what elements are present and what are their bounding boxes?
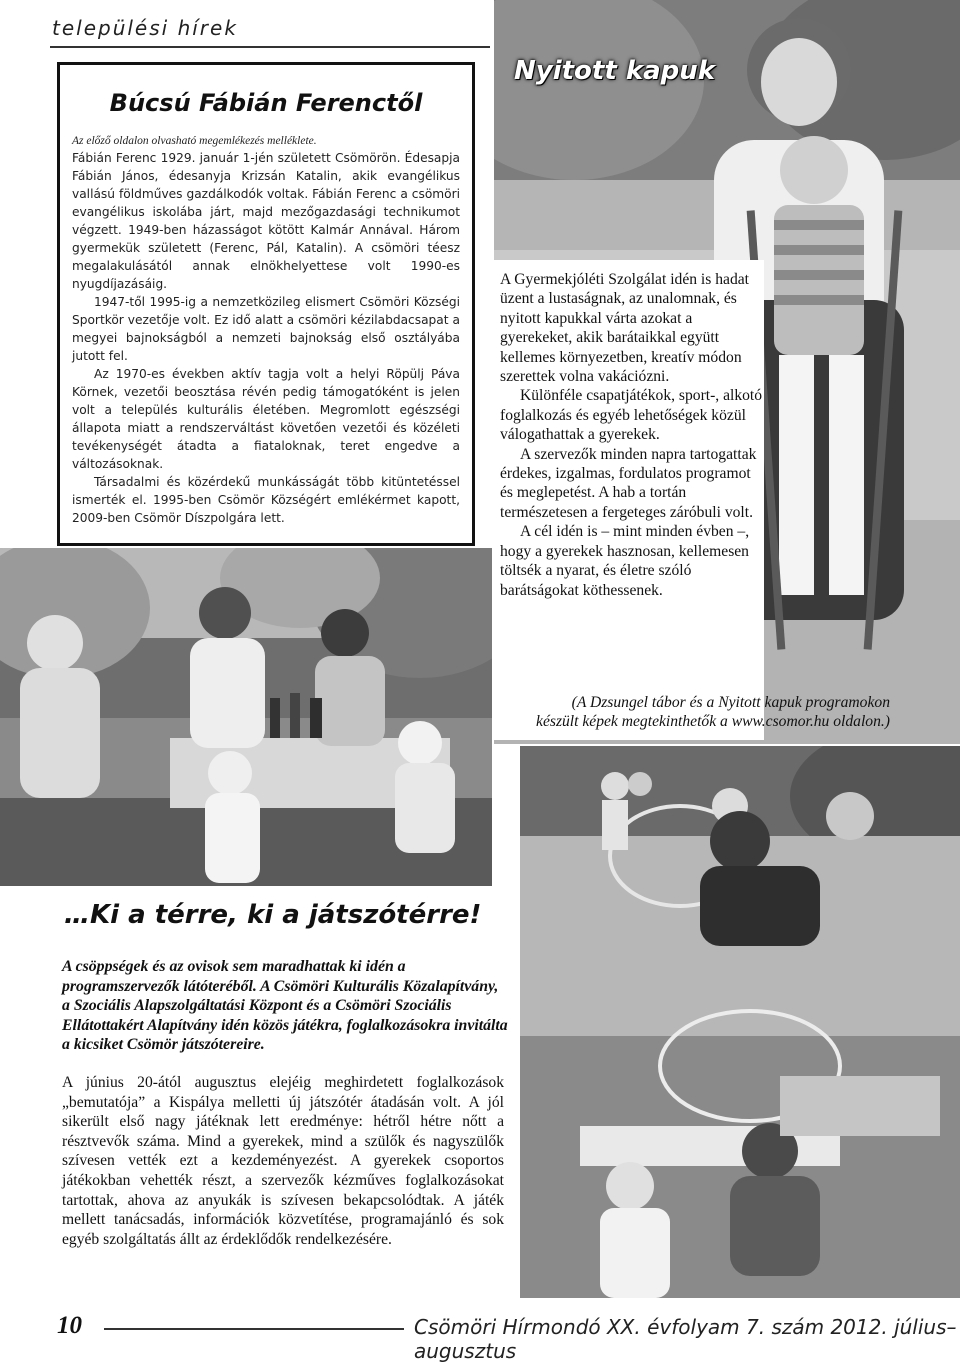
nyitott-kapuk-note (500, 693, 890, 732)
photo-craft-table (0, 548, 492, 886)
ki-a-terre-title: …Ki a térre, ki a játszótérre! (64, 900, 482, 930)
note-line: (A Dzsungel tábor és a Nyitott kapuk programokon (571, 694, 890, 711)
publication-info: Csömöri Hírmondó XX. évfolyam 7. szám 2012. július–augusztus (414, 1315, 957, 1363)
obituary-paragraph: 1947-től 1995-ig a nemzetközileg elismert Csömöri Községi Sportkör vezetője volt. Ez idő alatt a csömöri kézilabdacsapat a megyei bajnokságból a nemzeti bajnokság első osztályába jutott fel. (72, 295, 460, 363)
ki-a-terre-body: A június 20-ától augusztus elejéig meghirdetett foglalkozások „bemutatója” a Kispálya melletti új játszótér átadásán volt. A jól sikerült első nagy játéknak lett eredménye: hétről hétre nőtt a résztvevők száma. Mind a gyerekek, mind a szülők és nagyszülők szívesen vették ezt a kezdeményezést. A gyerekek csoportos játékokban vehették részt, a szervezők kézműves foglalkozásokat tartottak, ahova az anyukák is szívesen bekapcsolódtak. A játék mellett tanácsadás, információk közvetítése, programajánló és sok egyéb szolgáltatás állt az érdeklődők rendelkezésére. (62, 1074, 504, 1248)
obituary-paragraph: Az 1970-es években aktív tagja volt a helyi Röpülj Páva Körnek, vezetői beosztása révén pedig támogatóként is jelen volt a település kulturális életében. Megromlott egészségi állapota miatt a rendszerváltást követően vezetői és közéleti tevékenységét átadta a fiataloknak, teret engedve a változásoknak. (72, 367, 460, 471)
nyitott-kapuk-paragraph: A cél idén is – mint minden évben –, hogy a gyerekek hasznosan, kellemesen töltsék a nyarat, és életre szóló barátságokat köthessenek. (500, 523, 750, 599)
obituary-paragraph: Fábián Ferenc 1929. január 1-jén született Csömörön. Édesapja Fábián János, édesanyja Krizsán Katalin, akik evangélikus vallású földműves gazdálkodók voltak. Fábián Ferenc a csömöri evangélikus iskolába járt, majd mezőgazdasági technikumot végzett. 1949-ben házasságot kötött Kalmár Annával. Három gyermekük született (Ferenc, Pál, Katalin). A csömöri téesz megalakulásától annak elnökhelyettese volt 1990-es nyugdíjazásáig. (72, 151, 460, 291)
nyitott-kapuk-title: Nyitott kapuk (514, 56, 716, 86)
obituary-box (57, 62, 475, 546)
note-line: készült képek megtekinthetők a www.csomor.hu oldalon.) (536, 713, 890, 731)
page-number: 10 (57, 1312, 82, 1339)
nyitott-kapuk-text (500, 270, 765, 600)
obituary-title: Búcsú Fábián Ferenctől (109, 89, 423, 117)
ki-a-terre-lead: A csöppségek és az ovisok sem maradhattak ki idén a programszervezők látóteréből. A Csömöri Kulturális Közalapítvány, a Szociális Alapszolgáltatási Központ és a Csömöri Szociális Ellátottakért Alapítvány idén közös játékra, foglalkozásokra invitálta a kicsiket Csömör játszótereire. (62, 958, 508, 1054)
footer-rule (104, 1328, 404, 1330)
nyitott-kapuk-paragraph: A Gyermekjóléti Szolgálat idén is hadat üzent a lustaságnak, az unalomnak, és nyitott kapukkal várta azokat a gyerekeket, akik barátaikkal együtt kellemes környezetben, kreatív módon szerettek volna vakációzni. (500, 271, 750, 386)
section-tag: települési hírek (52, 16, 238, 40)
header-rule (50, 46, 490, 48)
nyitott-kapuk-paragraph: A szervezők minden napra tartogattak érdekes, izgalmas, fordulatos programot és meglepetést. A hab a tortán természetesen a fergeteges záróbuli volt. (500, 445, 757, 521)
photo-playground (520, 746, 960, 1298)
nyitott-kapuk-paragraph: Különféle csapatjátékok, sport-, alkotó foglalkozás és egyéb lehetőségek közül válogathattak a gyerekek. (500, 387, 763, 444)
obituary-paragraph: Társadalmi és közérdekű munkásságát több kitüntetéssel ismerték el. 1995-ben Csömör Községért emlékérmet kapott, 2009-ben Csömör Díszpolgára lett. (72, 475, 460, 525)
obituary-lead: Az előző oldalon olvasható megemlékezés melléklete. (72, 135, 317, 147)
